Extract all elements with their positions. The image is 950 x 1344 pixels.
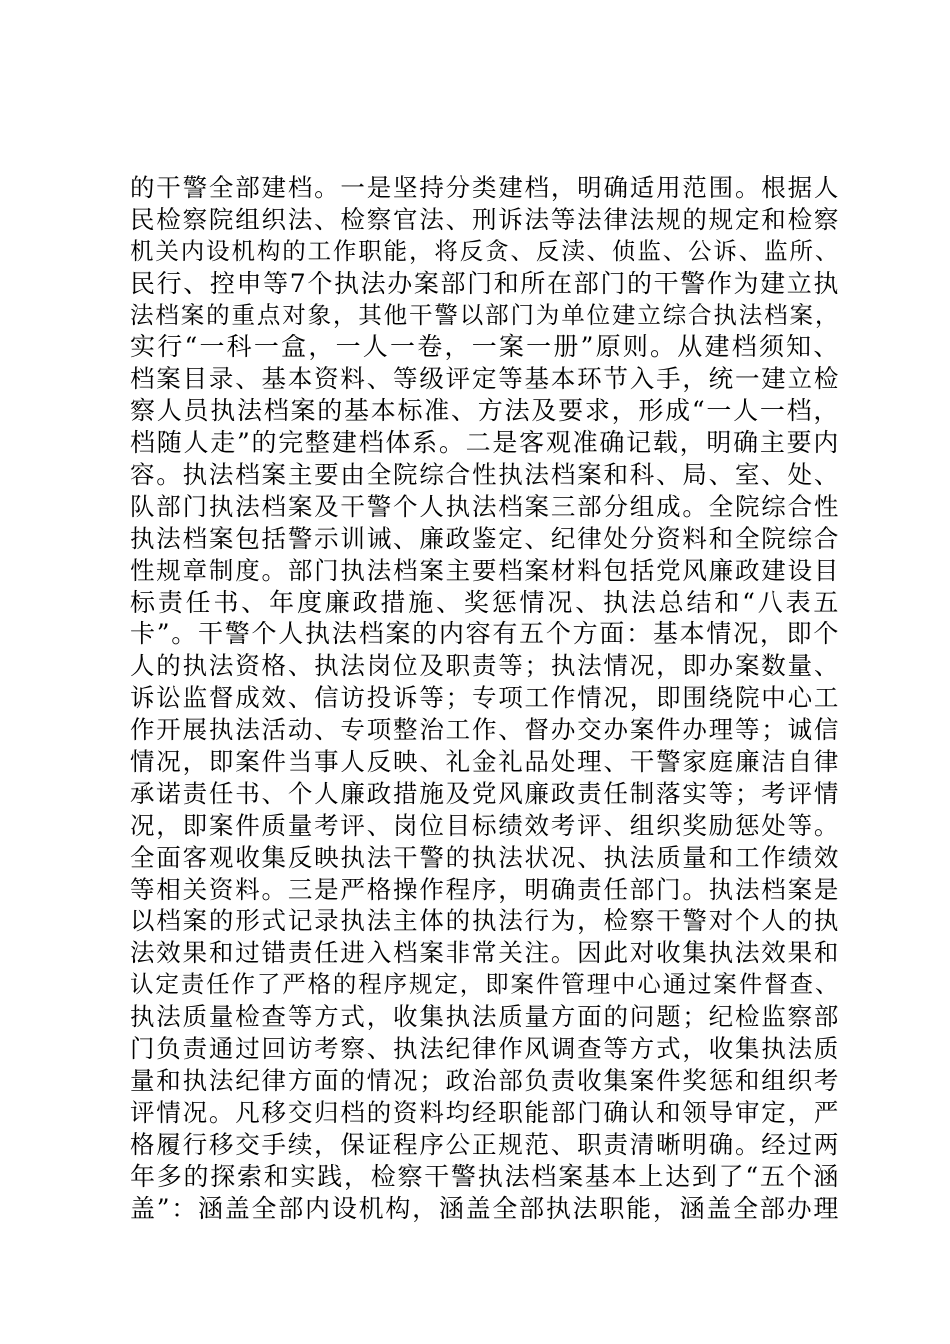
text-line: 实行“一科一盒，一人一卷，一案一册”原则。从建档须知、 — [130, 332, 840, 362]
text-line: 队部门执法档案及干警个人执法档案三部分组成。全院综合性 — [130, 491, 840, 521]
text-line: 机关内设机构的工作职能，将反贪、反渎、侦监、公诉、监所、 — [130, 236, 840, 265]
text-line: 以档案的形式记录执法主体的执法行为，检察干警对个人的执 — [130, 906, 840, 936]
text-line: 门负责通过回访考察、执法纪律作风调查等方式，收集执法质 — [130, 1034, 840, 1064]
text-line: 全面客观收集反映执法干警的执法状况、执法质量和工作绩效 — [130, 842, 840, 872]
text-line: 性规章制度。部门执法档案主要档案材料包括党风廉政建设目 — [130, 555, 840, 585]
text-line: 档案目录、基本资料、等级评定等基本环节入手，统一建立检 — [130, 364, 840, 394]
text-line: 人的执法资格、执法岗位及职责等；执法情况，即办案数量、 — [130, 651, 840, 681]
text-line: 执法档案包括警示训诫、廉政鉴定、纪律处分资料和全院综合 — [130, 523, 840, 553]
text-line: 等相关资料。三是严格操作程序，明确责任部门。执法档案是 — [130, 874, 840, 904]
text-line: 的干警全部建档。一是坚持分类建档，明确适用范围。根据人 — [130, 173, 840, 202]
text-line: 民行、控申等7个执法办案部门和所在部门的干警作为建立执 — [130, 268, 840, 298]
body-text — [130, 172, 840, 1224]
text-line: 民检察院组织法、检察官法、刑诉法等法律法规的规定和检察 — [130, 204, 840, 234]
text-line: 法效果和过错责任进入档案非常关注。因此对收集执法效果和 — [130, 938, 840, 968]
text-line: 认定责任作了严格的程序规定，即案件管理中心通过案件督查、 — [130, 970, 840, 999]
text-line: 诉讼监督成效、信访投诉等；专项工作情况，即围绕院中心工 — [130, 683, 840, 713]
text-line: 评情况。凡移交归档的资料均经职能部门确认和领导审定，严 — [130, 1097, 840, 1127]
text-line: 察人员执法档案的基本标准、方法及要求，形成“一人一档， — [130, 396, 840, 426]
text-line: 年多的探索和实践，检察干警执法档案基本上达到了“五个涵 — [130, 1161, 840, 1191]
text-line: 容。执法档案主要由全院综合性执法档案和科、局、室、处、 — [130, 460, 840, 490]
text-line: 情况，即案件当事人反映、礼金礼品处理、干警家庭廉洁自律 — [130, 747, 840, 777]
text-line: 承诺责任书、个人廉政措施及党风廉政责任制落实等；考评情 — [130, 778, 840, 808]
text-line: 况，即案件质量考评、岗位目标绩效考评、组织奖励惩处等。 — [130, 810, 840, 840]
text-line: 盖”：涵盖全部内设机构，涵盖全部执法职能，涵盖全部办理 — [130, 1193, 840, 1223]
text-line: 格履行移交手续，保证程序公正规范、职责清晰明确。经过两 — [130, 1129, 840, 1159]
text-line: 档随人走”的完整建档体系。二是客观准确记载，明确主要内 — [130, 428, 840, 458]
text-line: 卡”。干警个人执法档案的内容有五个方面：基本情况，即个 — [130, 619, 840, 649]
text-line: 执法质量检查等方式，收集执法质量方面的问题；纪检监察部 — [130, 1002, 840, 1032]
text-line: 法档案的重点对象，其他干警以部门为单位建立综合执法档案， — [130, 300, 840, 329]
text-line: 作开展执法活动、专项整治工作、督办交办案件办理等；诚信 — [130, 715, 840, 745]
text-line: 量和执法纪律方面的情况；政治部负责收集案件奖惩和组织考 — [130, 1065, 840, 1095]
text-line: 标责任书、年度廉政措施、奖惩情况、执法总结和“八表五 — [130, 587, 840, 617]
